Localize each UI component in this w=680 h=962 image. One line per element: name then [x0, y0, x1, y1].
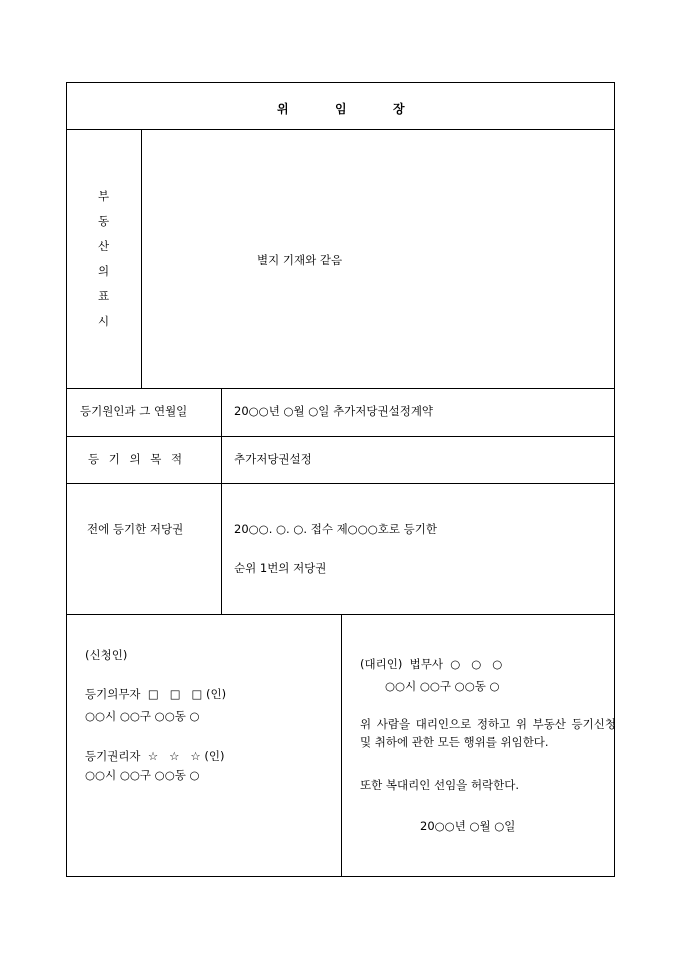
title-char: 위 [277, 102, 289, 116]
cause-label: 등기원인과 그 연월일 [80, 404, 188, 418]
property-label-char: 동 [98, 214, 110, 228]
divider-title [66, 129, 615, 130]
property-label-char: 표 [98, 289, 110, 303]
agent-address: ○○시 ○○구 ○○동 ○ [385, 679, 500, 693]
holder-line: 등기권리자 ☆ ☆ ☆ (인) [85, 749, 225, 763]
holder-address: ○○시 ○○구 ○○동 ○ [85, 768, 200, 782]
property-label-char: 부 [98, 189, 110, 203]
obligor-line: 등기의무자 □ □ □ (인) [85, 687, 227, 701]
divider-label-column [221, 388, 222, 615]
property-label-char: 의 [98, 264, 110, 278]
title-char: 장 [393, 102, 405, 116]
border-top [66, 82, 615, 83]
agent-date: 20○○년 ○월 ○일 [420, 819, 516, 833]
obligor-address: ○○시 ○○구 ○○동 ○ [85, 709, 200, 723]
border-right [614, 82, 615, 877]
border-left [66, 82, 67, 877]
divider-purpose [66, 483, 615, 484]
divider-property-label [141, 129, 142, 389]
property-value: 별지 기재와 같음 [257, 253, 343, 267]
subdelegation-text: 또한 복대리인 선임을 허락한다. [360, 778, 520, 792]
purpose-value: 추가저당권설정 [234, 452, 312, 466]
divider-cause [66, 436, 615, 437]
prior-line1: 20○○. ○. ○. 접수 제○○○호로 등기한 [234, 522, 437, 536]
applicant-heading: (신청인) [85, 648, 128, 662]
prior-label: 전에 등기한 저당권 [87, 522, 184, 536]
agent-heading: (대리인) 법무사 ○ ○ ○ [360, 657, 503, 671]
property-label-char: 시 [98, 314, 110, 328]
title-char: 임 [335, 102, 347, 116]
delegation-text: 위 사람을 대리인으로 정하고 위 부동산 등기신청 및 취하에 관한 모든 행위를 위임한다. [360, 717, 616, 749]
purpose-label: 등 기 의 목 적 [88, 452, 183, 466]
cause-value: 20○○년 ○월 ○일 추가저당권설정계약 [234, 404, 434, 418]
prior-line2: 순위 1번의 저당권 [234, 561, 327, 575]
divider-bottom-sections [341, 614, 342, 877]
property-label-char: 산 [98, 239, 110, 253]
divider-property [66, 388, 615, 389]
